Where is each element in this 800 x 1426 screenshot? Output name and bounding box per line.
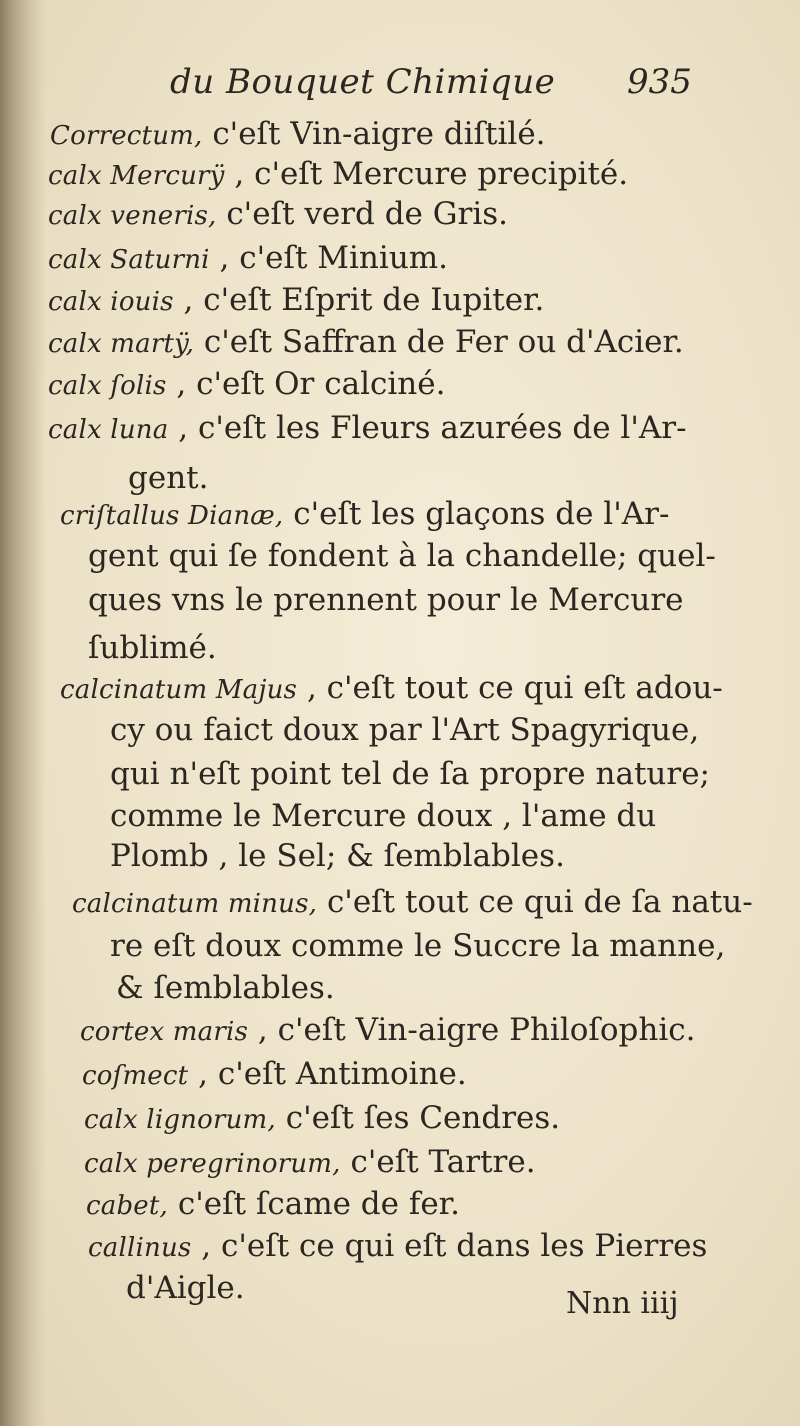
entry-definition: , c'eſt Or calciné. bbox=[166, 366, 446, 402]
entry-line bbox=[72, 884, 753, 922]
signature-mark: Nnn iiij bbox=[566, 1286, 679, 1321]
entry-line bbox=[60, 670, 723, 708]
entry-continuation: ques vns le prennent pour le Mercure bbox=[88, 582, 684, 618]
entry-definition: c'eſt ſcame de fer. bbox=[168, 1186, 460, 1222]
entry-term: calx martÿ, bbox=[48, 329, 195, 359]
entry-term: criſtallus Dianæ, bbox=[60, 501, 284, 531]
entry-line bbox=[88, 538, 716, 574]
entry-continuation: cy ou faict doux par l'Art Spagyrique, bbox=[110, 712, 700, 748]
entry-definition: c'eſt Vin-aigre diſtilé. bbox=[202, 116, 546, 152]
entry-line bbox=[128, 460, 208, 496]
entry-definition: c'eſt tout ce qui de ſa natu- bbox=[317, 884, 753, 920]
entry-line bbox=[84, 1100, 560, 1138]
entry-continuation: & ſemblables. bbox=[116, 970, 335, 1006]
entry-continuation: gent. bbox=[128, 460, 209, 496]
entry-term: calx ſolis bbox=[48, 371, 167, 401]
entry-term: calx peregrinorum, bbox=[84, 1149, 341, 1179]
entry-definition: , c'eſt Antimoine. bbox=[188, 1056, 467, 1092]
entry-line bbox=[48, 410, 687, 448]
entry-line bbox=[60, 496, 669, 534]
entry-definition: , c'eſt Minium. bbox=[209, 240, 449, 276]
entry-line bbox=[80, 1012, 696, 1050]
entry-term: calx lignorum, bbox=[84, 1105, 276, 1135]
entry-line bbox=[86, 1186, 460, 1224]
entry-line bbox=[48, 282, 544, 320]
entry-line bbox=[48, 156, 628, 194]
entry-definition: , c'eſt Vin-aigre Philoſophic. bbox=[248, 1012, 696, 1048]
entry-term: calx veneris, bbox=[48, 201, 217, 231]
entry-definition: c'eſt les glaçons de l'Ar- bbox=[283, 496, 670, 532]
entry-line bbox=[110, 798, 656, 834]
entry-line bbox=[48, 240, 448, 278]
entry-term: callinus bbox=[88, 1233, 192, 1263]
entry-line bbox=[110, 928, 725, 964]
entry-term: calcinatum Majus bbox=[60, 675, 298, 705]
entry-definition: , c'eſt Mercure precipité. bbox=[224, 156, 629, 192]
entry-line bbox=[110, 838, 565, 874]
entry-continuation: d'Aigle. bbox=[126, 1270, 245, 1306]
entry-line bbox=[116, 970, 335, 1006]
entry-line bbox=[84, 1144, 536, 1182]
entry-continuation: comme le Mercure doux , l'ame du bbox=[110, 798, 657, 834]
entry-line bbox=[88, 630, 217, 666]
entry-continuation: Plomb , le Sel; & ſemblables. bbox=[110, 838, 565, 874]
entry-term: calx Saturni bbox=[48, 245, 210, 275]
entry-line bbox=[110, 756, 710, 792]
entry-definition: c'eſt Saffran de Fer ou d'Acier. bbox=[194, 324, 684, 360]
entry-line bbox=[88, 582, 684, 618]
entry-term: calcinatum minus, bbox=[72, 889, 318, 919]
entry-line bbox=[82, 1056, 467, 1094]
entry-continuation: re eſt doux comme le Succre la manne, bbox=[110, 928, 726, 964]
entry-continuation: ſublimé. bbox=[88, 630, 217, 666]
entry-line bbox=[88, 1228, 707, 1266]
entry-definition: , c'eſt tout ce qui eſt adou- bbox=[297, 670, 723, 706]
running-head: du Bouquet Chimique bbox=[170, 62, 556, 102]
entry-term: calx iouis bbox=[48, 287, 174, 317]
entry-line bbox=[110, 712, 699, 748]
entry-term: cabet, bbox=[86, 1191, 169, 1221]
entry-definition: c'eſt verd de Gris. bbox=[216, 196, 509, 232]
entry-term: calx luna bbox=[48, 415, 169, 445]
entry-line bbox=[50, 116, 546, 154]
entry-definition: c'eſt Tartre. bbox=[340, 1144, 536, 1180]
entry-line bbox=[48, 196, 508, 234]
entry-line bbox=[126, 1270, 245, 1306]
entry-term: cortex maris bbox=[80, 1017, 249, 1047]
entry-definition: c'eſt ſes Cendres. bbox=[275, 1100, 561, 1136]
entry-term: coſmect bbox=[82, 1061, 189, 1091]
entry-continuation: gent qui ſe fondent à la chandelle; quel- bbox=[88, 538, 716, 574]
entry-line bbox=[48, 324, 684, 362]
page-number: 935 bbox=[627, 62, 692, 102]
entry-continuation: qui n'eſt point tel de ſa propre nature; bbox=[110, 756, 710, 792]
entry-definition: , c'eſt les Fleurs azurées de l'Ar- bbox=[168, 410, 687, 446]
entry-line bbox=[48, 366, 445, 404]
entry-term: calx Mercurÿ bbox=[48, 161, 225, 191]
entry-term: Correctum, bbox=[50, 121, 203, 151]
entry-definition: , c'eſt ce qui eſt dans les Pierres bbox=[191, 1228, 708, 1264]
entry-definition: , c'eſt Eſprit de Iupiter. bbox=[173, 282, 545, 318]
